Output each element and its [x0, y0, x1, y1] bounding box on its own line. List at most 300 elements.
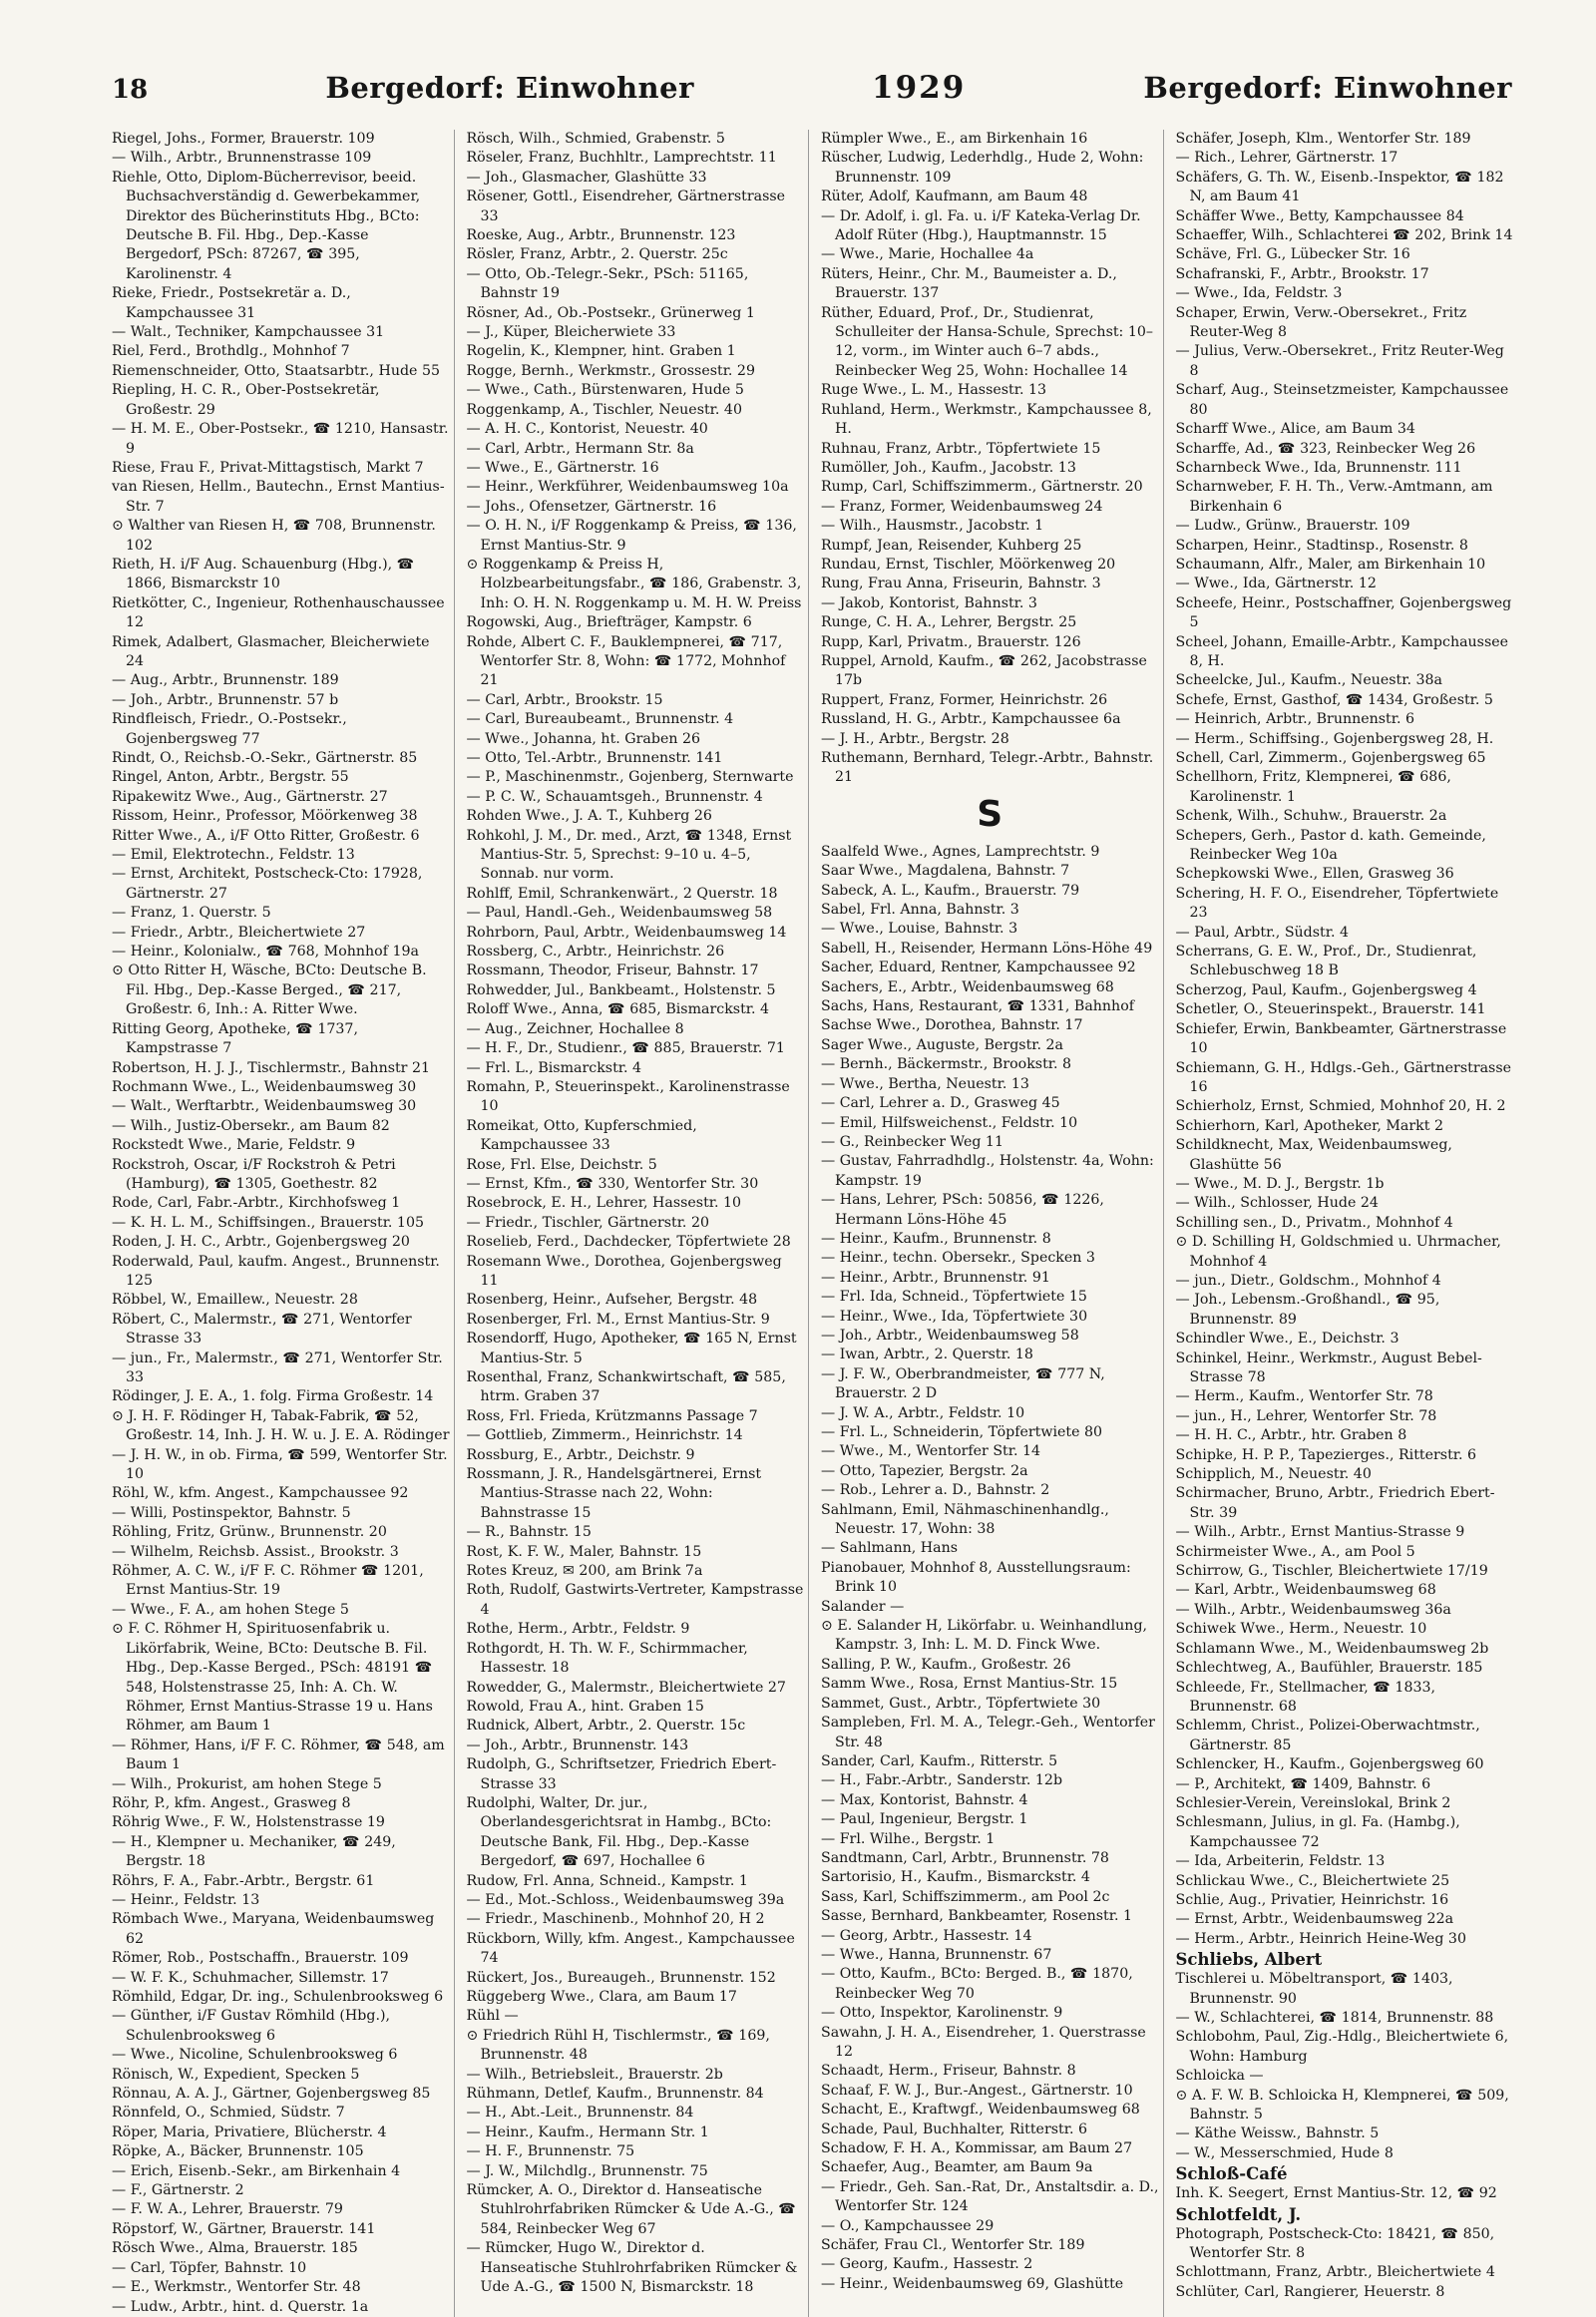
- directory-entry: — Heinr., Kaufm., Brunnenstr. 8: [821, 1230, 1051, 1247]
- directory-entry: ⊙ J. H. F. Rödinger H, Tabak-Fabrik, ☎ 52, Großestr. 14, Inh. J. H. W. u. J. E. A. Rödinger: [112, 1407, 450, 1444]
- directory-entry: — F. W. A., Lehrer, Brauerstr. 79: [112, 2201, 343, 2218]
- directory-entry: Samm Wwe., Rosa, Ernst Mantius-Str. 15: [821, 1676, 1118, 1693]
- directory-entry: — Emil, Elektrotechn., Feldstr. 13: [112, 847, 355, 864]
- directory-entry: Roden, J. H. C., Arbtr., Gojenbergsweg 20: [112, 1234, 410, 1251]
- directory-entry: Sabel, Frl. Anna, Bahnstr. 3: [821, 902, 1019, 919]
- directory-entry: Riel, Ferd., Brothdlg., Mohnhof 7: [112, 343, 350, 360]
- directory-entry: Photograph, Postscheck-Cto: 18421, ☎ 850, Wentorfer Str. 8: [1175, 2225, 1495, 2262]
- directory-entry: Schildknecht, Max, Weidenbaumsweg, Glashütte 56: [1175, 1137, 1452, 1173]
- directory-entry: Röpke, A., Bäcker, Brunnenstr. 105: [112, 2143, 364, 2160]
- directory-entry: Rockstedt Wwe., Marie, Feldstr. 9: [112, 1137, 356, 1154]
- directory-entry: Roth, Rudolf, Gastwirts-Vertreter, Kampstrasse 4: [466, 1582, 804, 1618]
- directory-entry: Riegel, Johs., Former, Brauerstr. 109: [112, 131, 375, 147]
- directory-entry: ⊙ E. Salander H, Likörfabr. u. Weinhandlung, Kampstr. 3, Inh: L. M. D. Finck Wwe.: [821, 1618, 1148, 1654]
- directory-entry: — Franz, Former, Weidenbaumsweg 24: [821, 498, 1103, 515]
- directory-entry: Rönnfeld, O., Schmied, Südstr. 7: [112, 2105, 345, 2122]
- directory-entry: — Max, Kontorist, Bahnstr. 4: [821, 1791, 1028, 1808]
- directory-entry: Schäfers, G. Th. W., Eisenb.-Inspektor, ☎ 182 N, am Baum 41: [1175, 169, 1504, 205]
- directory-entry: Ripakewitz Wwe., Aug., Gärtnerstr. 27: [112, 788, 388, 805]
- directory-entry: Ruthemann, Bernhard, Telegr.-Arbtr., Bahnstr. 21: [821, 750, 1154, 786]
- directory-entry: van Riesen, Hellm., Bautechn., Ernst Mantius-Str. 7: [112, 479, 445, 515]
- directory-entry: — Rich., Lehrer, Gärtnerstr. 17: [1175, 150, 1398, 167]
- directory-entry: Ruppel, Arnold, Kaufm., ☎ 262, Jacobstrasse 17b: [821, 652, 1147, 689]
- directory-entry: — Wilh., Prokurist, am hohen Stege 5: [112, 1775, 382, 1792]
- directory-entry: Schenk, Wilh., Schuhw., Brauerstr. 2a: [1175, 808, 1447, 825]
- directory-entry: Schlüter, Carl, Rangierer, Heuerstr. 8: [1175, 2283, 1445, 2300]
- directory-entry: — Carl, Lehrer a. D., Grasweg 45: [821, 1095, 1060, 1112]
- directory-entry: — jun., Fr., Malermstr., ☎ 271, Wentorfer Str. 33: [112, 1350, 443, 1385]
- directory-entry: — Ida, Arbeiterin, Feldstr. 13: [1175, 1853, 1386, 1870]
- directory-entry: Rossmann, J. R., Handelsgärtnerei, Ernst Mantius-Strasse nach 22, Wohn: Bahnstrasse 15: [466, 1466, 762, 1521]
- directory-entry: — O. H. N., i/F Roggenkamp & Preiss, ☎ 136, Ernst Mantius-Str. 9: [466, 518, 797, 554]
- directory-entry: — Carl, Bureaubeamt., Brunnenstr. 4: [466, 711, 734, 728]
- directory-entry: Schlencker, H., Kaufm., Gojenbergsweg 60: [1175, 1756, 1484, 1773]
- directory-entry: — Wwe., M. D. J., Bergstr. 1b: [1175, 1175, 1385, 1192]
- directory-entry: Schlesier-Verein, Vereinslokal, Brink 2: [1175, 1794, 1451, 1811]
- directory-entry: — Joh., Lebensm.-Großhandl., ☎ 95, Brunnenstr. 89: [1175, 1292, 1440, 1328]
- directory-entry: — Otto, Ob.-Telegr.-Sekr., PSch: 51165, Bahnstr 19: [466, 265, 749, 302]
- directory-entry: Rohwedder, Jul., Bankbeamt., Holstenstr. 5: [466, 981, 776, 998]
- directory-entry: Riese, Frau F., Privat-Mittagstisch, Markt 7: [112, 459, 424, 476]
- running-title-right: Bergedorf: Einwohner: [1143, 71, 1512, 105]
- directory-entry: Schering, H. F. O., Eisendreher, Töpfertwiete 23: [1175, 885, 1499, 922]
- directory-entry: Schlemm, Christ., Polizei-Oberwachtmstr., Gärtnerstr. 85: [1175, 1718, 1480, 1753]
- directory-entry: Rüscher, Ludwig, Lederhdlg., Hude 2, Wohn: Brunnenstr. 109: [821, 150, 1144, 186]
- directory-entry: Rossburg, E., Arbtr., Deichstr. 9: [466, 1446, 695, 1463]
- directory-entry: Rothgordt, H. Th. W. F., Schirmmacher, Hassestr. 18: [466, 1640, 748, 1677]
- directory-entry: Schirmeister Wwe., A., am Pool 5: [1175, 1543, 1415, 1560]
- directory-entry: — jun., H., Lehrer, Wentorfer Str. 78: [1175, 1407, 1437, 1424]
- directory-entry: Inh. K. Seegert, Ernst Mantius-Str. 12, ☎ 92: [1175, 2185, 1497, 2202]
- directory-entry: — Herm., Arbtr., Heinrich Heine-Weg 30: [1175, 1930, 1466, 1947]
- directory-entry: — Joh., Arbtr., Weidenbaumsweg 58: [821, 1327, 1079, 1344]
- directory-entry: Scheel, Johann, Emaille-Arbtr., Kampchaussee 8, H.: [1175, 633, 1509, 669]
- column-4: [1176, 130, 1519, 2317]
- directory-entry: Schleede, Fr., Stellmacher, ☎ 1833, Brunnenstr. 68: [1175, 1679, 1436, 1715]
- running-title-left: Bergedorf: Einwohner: [325, 71, 694, 105]
- directory-entry: — Wilh., Justiz-Obersekr., am Baum 82: [112, 1117, 390, 1134]
- directory-entry: Scheefe, Heinr., Postschaffner, Gojenbergsweg 5: [1175, 594, 1512, 631]
- directory-entry: — Frl. Wilhe., Bergstr. 1: [821, 1830, 996, 1847]
- directory-entry: — Wilh., Arbtr., Ernst Mantius-Strasse 9: [1175, 1524, 1465, 1541]
- directory-entry: — Wwe., Cath., Bürstenwaren, Hude 5: [466, 382, 744, 399]
- directory-entry: — Wwe., Ida, Feldstr. 3: [1175, 285, 1343, 302]
- directory-entry-highlight: Schliebs, Albert: [1175, 1950, 1323, 1970]
- directory-entry: Schinkel, Heinr., Werkmstr., August Bebel-Strasse 78: [1175, 1350, 1482, 1385]
- directory-entry: — Herm., Schiffsing., Gojenbergsweg 28, H.: [1175, 730, 1494, 747]
- directory-entry: Rückert, Jos., Bureaugeh., Brunnenstr. 152: [466, 1969, 776, 1986]
- directory-entry: — Sahlmann, Hans: [821, 1540, 959, 1557]
- directory-entry: Salander —: [821, 1598, 905, 1615]
- directory-entry: Ruppert, Franz, Former, Heinrichstr. 26: [821, 691, 1108, 708]
- directory-entry: — Heinr., techn. Obersekr., Specken 3: [821, 1250, 1095, 1267]
- directory-entry: Sacher, Eduard, Rentner, Kampchaussee 92: [821, 960, 1136, 976]
- directory-entry: ⊙ F. C. Röhmer H, Spirituosenfabrik u. Likörfabrik, Weine, BCto: Deutsche B. Fil. Hbg., Dep.-Kasse Berged., PSch: 48191 ☎ 548, Holstenstrasse 25, Inh: A. Ch. W. Röhmer, Ernst Mantius-Strasse 19 u. Hans Röhmer, am Baum 1: [112, 1621, 433, 1735]
- directory-entry: Rudolph, G., Schriftsetzer, Friedrich Ebert-Strasse 33: [466, 1756, 777, 1792]
- directory-entry: Scherrans, G. E. W., Prof., Dr., Studienrat, Schlebuschweg 18 B: [1175, 944, 1477, 979]
- directory-entry: — Otto, Kaufm., BCto: Berged. B., ☎ 1870, Reinbecker Weg 70: [821, 1966, 1133, 2002]
- directory-entry: — Wilh., Betriebsleit., Brauerstr. 2b: [466, 2066, 723, 2083]
- directory-entry: Rietkötter, C., Ingenieur, Rothenhauschaussee 12: [112, 594, 445, 631]
- directory-entry: Röper, Maria, Privatiere, Blücherstr. 4: [112, 2124, 387, 2140]
- directory-entry: — Otto, Tel.-Arbtr., Brunnenstr. 141: [466, 750, 723, 766]
- directory-entry: — Carl, Töpfer, Bahnstr. 10: [112, 2259, 307, 2276]
- page-number: 18: [112, 75, 149, 105]
- directory-entry: Rieth, H. i/F Aug. Schauenburg (Hbg.), ☎ 1866, Bismarckstr 10: [112, 556, 415, 592]
- directory-entry: — Rümcker, Hugo W., Direktor d. Hanseatische Stuhlrohrfabriken Rümcker & Ude A.-G., ☎ 1500 N, Bismarckstr. 18: [466, 2240, 798, 2296]
- directory-entry: — Walt., Techniker, Kampchaussee 31: [112, 324, 385, 341]
- directory-entry: — Käthe Weissw., Bahnstr. 5: [1175, 2125, 1380, 2142]
- directory-entry: — Georg, Kaufm., Hassestr. 2: [821, 2256, 1033, 2273]
- directory-entry: Sager Wwe., Auguste, Bergstr. 2a: [821, 1036, 1063, 1053]
- directory-entry: — Friedr., Tischler, Gärtnerstr. 20: [466, 1214, 709, 1231]
- directory-entry: Schlickau Wwe., C., Bleichertwiete 25: [1175, 1872, 1450, 1889]
- column-1: [112, 130, 455, 2317]
- directory-entry: Scharnweber, F. H. Th., Verw.-Amtmann, am Birkenhain 6: [1175, 479, 1493, 515]
- directory-entry: Rohrborn, Paul, Arbtr., Weidenbaumsweg 14: [466, 924, 787, 941]
- directory-entry: Sabell, H., Reisender, Hermann Löns-Höhe 49: [821, 940, 1153, 957]
- directory-entry: Scherzog, Paul, Kaufm., Gojenbergsweg 4: [1175, 981, 1477, 998]
- directory-entry: Rode, Carl, Fabr.-Arbtr., Kirchhofsweg 1: [112, 1195, 401, 1212]
- directory-entry: Ruhland, Herm., Werkmstr., Kampchaussee 8, H.: [821, 401, 1152, 438]
- directory-entry: Schierholz, Ernst, Schmied, Mohnhof 20, H. 2: [1175, 1098, 1506, 1115]
- directory-entry: Rösner, Ad., Ob.-Postsekr., Grünerweg 1: [466, 304, 755, 321]
- directory-entry: Röhmer, A. C. W., i/F F. C. Röhmer ☎ 1201, Ernst Mantius-Str. 19: [112, 1563, 424, 1599]
- directory-entry: — Wwe., M., Wentorfer Str. 14: [821, 1443, 1041, 1460]
- directory-entry: — Wwe., Johanna, ht. Graben 26: [466, 730, 701, 747]
- directory-entry: — Heinrich, Arbtr., Brunnenstr. 6: [1175, 711, 1415, 728]
- directory-entry: Roeske, Aug., Arbtr., Brunnenstr. 123: [466, 227, 736, 244]
- directory-entry: — Heinr., Wwe., Ida, Töpfertwiete 30: [821, 1308, 1088, 1325]
- directory-entry: — Wilhelm, Reichsb. Assist., Brookstr. 3: [112, 1543, 399, 1560]
- year: 1929: [872, 70, 967, 106]
- directory-entry: — Iwan, Arbtr., 2. Querstr. 18: [821, 1347, 1033, 1363]
- directory-entry: — K. H. L. M., Schiffsingen., Brauerstr. 105: [112, 1214, 425, 1231]
- directory-entry: — Gustav, Fahrradhdlg., Holstenstr. 4a, Wohn: Kampstr. 19: [821, 1153, 1154, 1189]
- directory-entry-highlight: Schloß-Café: [1175, 2164, 1288, 2184]
- directory-entry: Romeikat, Otto, Kupferschmied, Kampchaussee 33: [466, 1117, 697, 1154]
- directory-entry: Ritting Georg, Apotheke, ☎ 1737, Kampstrasse 7: [112, 1020, 358, 1057]
- directory-entry: — Ernst, Architekt, Postscheck-Cto: 17928, Gärtnerstr. 27: [112, 866, 423, 902]
- directory-entry: — jun., Dietr., Goldschm., Mohnhof 4: [1175, 1272, 1441, 1289]
- directory-entry: Röhl, W., kfm. Angest., Kampchaussee 92: [112, 1485, 409, 1502]
- directory-entry: Riemenschneider, Otto, Staatsarbtr., Hude 55: [112, 362, 440, 379]
- directory-entry: — E., Werkmstr., Wentorfer Str. 48: [112, 2279, 361, 2296]
- directory-entry: Sass, Karl, Schiffszimmerm., am Pool 2c: [821, 1888, 1110, 1905]
- directory-entry: — Heinr., Arbtr., Brunnenstr. 91: [821, 1269, 1050, 1286]
- directory-entry: Römbach Wwe., Maryana, Weidenbaumsweg 62: [112, 1911, 435, 1947]
- directory-entry: — P., Maschinenmstr., Gojenberg, Sternwarte: [466, 769, 794, 786]
- directory-entry: Rissom, Heinr., Professor, Möörkenweg 38: [112, 808, 418, 825]
- directory-entry: Rühl —: [466, 2008, 519, 2025]
- directory-entry: Rothe, Herm., Arbtr., Feldstr. 9: [466, 1621, 690, 1638]
- directory-entry: Sahlmann, Emil, Nähmaschinenhandlg., Neuestr. 17, Wohn: 38: [821, 1501, 1109, 1538]
- directory-entry: — Dr. Adolf, i. gl. Fa. u. i/F Kateka-Verlag Dr. Adolf Rüter (Hbg.), Hauptmannstr. 15: [821, 207, 1141, 244]
- directory-entry: Rump, Carl, Schiffszimmerm., Gärtnerstr. 20: [821, 479, 1143, 496]
- directory-entry: — Wwe., Nicoline, Schulenbrooksweg 6: [112, 2047, 398, 2064]
- directory-entry: — Wwe., Bertha, Neuestr. 13: [821, 1075, 1029, 1092]
- directory-entry: Schlie, Aug., Privatier, Heinrichstr. 16: [1175, 1891, 1449, 1908]
- directory-entry: Sachse Wwe., Dorothea, Bahnstr. 17: [821, 1017, 1083, 1034]
- directory-entry: — F., Gärtnerstr. 2: [112, 2182, 244, 2199]
- directory-entry: Sandtmann, Carl, Arbtr., Brunnenstr. 78: [821, 1849, 1109, 1866]
- directory-entry: — Joh., Arbtr., Brunnenstr. 143: [466, 1737, 689, 1753]
- directory-entry: Rudnick, Albert, Arbtr., 2. Querstr. 15c: [466, 1718, 746, 1735]
- directory-entry: — Wwe., Marie, Hochallee 4a: [821, 246, 1034, 263]
- directory-entry: Roderwald, Paul, kaufm. Angest., Brunnenstr. 125: [112, 1253, 440, 1289]
- directory-entry: Rotes Kreuz, ✉ 200, am Brink 7a: [466, 1563, 703, 1580]
- directory-entry: Rohlff, Emil, Schrankenwärt., 2 Querstr. 18: [466, 885, 778, 902]
- directory-entry: Rudolphi, Walter, Dr. jur., Oberlandesgerichtsrat in Hambg., BCto: Deutsche Bank, Fil. Hbg., Dep.-Kasse Bergedorf, ☎ 697, Hochallee 6: [466, 1794, 772, 1870]
- directory-entry: Schetler, O., Steuerinspekt., Brauerstr. 141: [1175, 1001, 1486, 1018]
- directory-entry: Schlamann Wwe., M., Weidenbaumsweg 2b: [1175, 1640, 1489, 1657]
- directory-entry: Rühmann, Detlef, Kaufm., Brunnenstr. 84: [466, 2086, 764, 2103]
- directory-entry: — Willi, Postinspektor, Bahnstr. 5: [112, 1504, 351, 1521]
- directory-entry: — Hans, Lehrer, PSch: 50856, ☎ 1226, Hermann Löns-Höhe 45: [821, 1192, 1104, 1228]
- directory-entry: — O., Kampchaussee 29: [821, 2217, 995, 2234]
- directory-entry: — Joh., Arbtr., Brunnenstr. 57 b: [112, 691, 339, 708]
- directory-entry: Schaper, Erwin, Verw.-Obersekret., Fritz Reuter-Weg 8: [1175, 304, 1467, 341]
- directory-entry: Röhr, P., kfm. Angest., Grasweg 8: [112, 1794, 351, 1811]
- directory-entry: — J. H. W., in ob. Firma, ☎ 599, Wentorfer Str. 10: [112, 1446, 448, 1483]
- directory-entry: — Erich, Eisenb.-Sekr., am Birkenhain 4: [112, 2162, 401, 2179]
- directory-entry: Röhrig Wwe., F. W., Holstenstrasse 19: [112, 1814, 385, 1831]
- directory-entry: Schaefer, Aug., Beamter, am Baum 9a: [821, 2159, 1093, 2176]
- directory-entry: Rosendorff, Hugo, Apotheker, ☎ 165 N, Ernst Mantius-Str. 5: [466, 1331, 797, 1366]
- directory-entry: Rogge, Bernh., Werkmstr., Grossestr. 29: [466, 362, 755, 379]
- directory-entry: Schellhorn, Fritz, Klempnerei, ☎ 686, Karolinenstr. 1: [1175, 769, 1451, 805]
- directory-entry: Rosebrock, E. H., Lehrer, Hassestr. 10: [466, 1195, 742, 1212]
- directory-entry: — P., Architekt, ☎ 1409, Bahnstr. 6: [1175, 1775, 1431, 1792]
- directory-entry: Runge, C. H. A., Lehrer, Bergstr. 25: [821, 614, 1077, 631]
- directory-entry: Schaadt, Herm., Friseur, Bahnstr. 8: [821, 2063, 1076, 2080]
- directory-entry: Röhrs, F. A., Fabr.-Arbtr., Bergstr. 61: [112, 1872, 375, 1889]
- directory-entry: Sander, Carl, Kaufm., Ritterstr. 5: [821, 1752, 1058, 1769]
- directory-entry: Scharpen, Heinr., Stadtinsp., Rosenstr. 8: [1175, 537, 1468, 554]
- directory-entry: Rosenberger, Frl. M., Ernst Mantius-Str. 9: [466, 1311, 770, 1328]
- directory-entry: — Röhmer, Hans, i/F F. C. Röhmer, ☎ 548, am Baum 1: [112, 1737, 445, 1773]
- directory-entry: ⊙ Friedrich Rühl H, Tischlermstr., ☎ 169, Brunnenstr. 48: [466, 2027, 770, 2064]
- directory-entry: — Friedr., Maschinenb., Mohnhof 20, H 2: [466, 1911, 765, 1928]
- directory-entry: — Ernst, Kfm., ☎ 330, Wentorfer Str. 30: [466, 1175, 759, 1192]
- directory-entry: — Aug., Arbtr., Brunnenstr. 189: [112, 672, 339, 689]
- directory-entry: Schaeffer, Wilh., Schlachterei ☎ 202, Brink 14: [1175, 227, 1513, 244]
- directory-entry: — Heinr., Weidenbaumsweg 69, Glashütte: [821, 2275, 1124, 2292]
- directory-entry: Rümcker, A. O., Direktor d. Hanseatische Stuhlrohrfabriken Rümcker & Ude A.-G., ☎ 584, Reinbecker Weg 67: [466, 2182, 796, 2237]
- directory-entry: Rösch Wwe., Alma, Brauerstr. 185: [112, 2240, 358, 2257]
- directory-entry: — Wwe., Hanna, Brunnenstr. 67: [821, 1946, 1052, 1963]
- directory-entry: Rose, Frl. Else, Deichstr. 5: [466, 1156, 657, 1173]
- directory-entry: Schaumann, Alfr., Maler, am Birkenhain 10: [1175, 556, 1486, 573]
- directory-entry: Rosenthal, Franz, Schankwirtschaft, ☎ 585, htrm. Graben 37: [466, 1369, 786, 1405]
- directory-entry: — Bernh., Bäckermstr., Brookstr. 8: [821, 1056, 1072, 1073]
- directory-entry: Riepling, H. C. R., Ober-Postsekretär, Großestr. 29: [112, 382, 380, 418]
- directory-entry: Scharff Wwe., Alice, am Baum 34: [1175, 421, 1415, 438]
- directory-entry: Rung, Frau Anna, Friseurin, Bahnstr. 3: [821, 576, 1101, 592]
- directory-entry: — H., Fabr.-Arbtr., Sanderstr. 12b: [821, 1772, 1063, 1789]
- directory-entry: Rumöller, Joh., Kaufm., Jacobstr. 13: [821, 459, 1076, 476]
- directory-entry: — Paul, Ingenieur, Bergstr. 1: [821, 1811, 1028, 1828]
- directory-entry: Schefe, Ernst, Gasthof, ☎ 1434, Großestr. 5: [1175, 691, 1493, 708]
- directory-entry: Russland, H. G., Arbtr., Kampchaussee 6a: [821, 711, 1121, 728]
- directory-entry: — Wwe., E., Gärtnerstr. 16: [466, 459, 659, 476]
- directory-entry: Sammet, Gust., Arbtr., Töpfertwiete 30: [821, 1695, 1101, 1712]
- directory-entry: ⊙ Walther van Riesen H, ☎ 708, Brunnenstr. 102: [112, 518, 436, 554]
- directory-entry: Schlobohm, Paul, Zig.-Hdlg., Bleichertwiete 6, Wohn: Hamburg: [1175, 2029, 1509, 2065]
- directory-entry-highlight: Schlotfeldt, J.: [1175, 2204, 1302, 2224]
- directory-entry: — Wwe., Ida, Gärtnerstr. 12: [1175, 576, 1377, 592]
- directory-entry: Rönnau, A. A. J., Gärtner, Gojenbergsweg 85: [112, 2086, 431, 2103]
- directory-entry: Rockstroh, Oscar, i/F Rockstroh & Petri (Hamburg), ☎ 1305, Goethestr. 82: [112, 1156, 396, 1192]
- directory-entry: Schloicka —: [1175, 2068, 1264, 2085]
- directory-entry: — J., Küper, Bleicherwiete 33: [466, 324, 676, 341]
- directory-entry: — Paul, Handl.-Geh., Weidenbaumsweg 58: [466, 905, 773, 922]
- directory-entry: Röbert, C., Malermstr., ☎ 271, Wentorfer Strasse 33: [112, 1311, 412, 1348]
- directory-entry: Schäfer, Joseph, Klm., Wentorfer Str. 189: [1175, 131, 1471, 147]
- directory-entry: Sachs, Hans, Restaurant, ☎ 1331, Bahnhof: [821, 998, 1134, 1015]
- directory-entry: Schaaf, F. W. J., Bur.-Angest., Gärtnerstr. 10: [821, 2082, 1133, 2099]
- directory-entry: — Carl, Arbtr., Brookstr. 15: [466, 691, 663, 708]
- directory-entry: — Ludw., Grünw., Brauerstr. 109: [1175, 518, 1410, 535]
- directory-entry: Rüther, Eduard, Prof., Dr., Studienrat, Schulleiter der Hansa-Schule, Sprechst: 10–12, vorm., im Winter auch 6–7 abds., Reinbecker Weg 25, Wohn: Hochallee 14: [821, 304, 1153, 379]
- directory-entry: — Heinr., Kaufm., Hermann Str. 1: [466, 2124, 709, 2140]
- directory-entry: — H. F., Dr., Studienr., ☎ 885, Brauerstr. 71: [466, 1040, 785, 1057]
- directory-entry: Schäffer Wwe., Betty, Kampchaussee 84: [1175, 207, 1464, 224]
- directory-entry: — A. H. C., Kontorist, Neuestr. 40: [466, 421, 708, 438]
- directory-entry: Schell, Carl, Zimmerm., Gojenbergsweg 65: [1175, 750, 1486, 766]
- directory-entry: Schiwek Wwe., Herm., Neuestr. 10: [1175, 1621, 1427, 1638]
- directory-entry: Schierhorn, Karl, Apotheker, Markt 2: [1175, 1117, 1443, 1134]
- directory-entry: Scharnbeck Wwe., Ida, Brunnenstr. 111: [1175, 459, 1462, 476]
- directory-entry: Rindt, O., Reichsb.-O.-Sekr., Gärtnerstr. 85: [112, 750, 418, 766]
- directory-entry: Roggenkamp, A., Tischler, Neuestr. 40: [466, 401, 742, 418]
- directory-entry: ⊙ A. F. W. B. Schloicka H, Klempnerei, ☎ 509, Bahnstr. 5: [1175, 2087, 1509, 2124]
- directory-entry: — Otto, Tapezier, Bergstr. 2a: [821, 1462, 1028, 1479]
- directory-entry: Schirrow, G., Tischler, Bleichertwiete 17/19: [1175, 1563, 1488, 1580]
- directory-entry: Ringel, Anton, Arbtr., Bergstr. 55: [112, 769, 349, 786]
- directory-entry: Scharf, Aug., Steinsetzmeister, Kampchaussee 80: [1175, 382, 1509, 418]
- directory-entry: — Johs., Ofensetzer, Gärtnerstr. 16: [466, 498, 717, 515]
- directory-entry: — Karl, Arbtr., Weidenbaumsweg 68: [1175, 1582, 1436, 1599]
- directory-entry: Schacht, E., Kraftwgf., Weidenbaumsweg 68: [821, 2102, 1140, 2119]
- directory-entry: — Ernst, Arbtr., Weidenbaumsweg 22a: [1175, 1911, 1454, 1928]
- column-3: [821, 130, 1164, 2317]
- directory-entry: Schlesmann, Julius, in gl. Fa. (Hambg.), Kampchaussee 72: [1175, 1814, 1460, 1850]
- directory-entry: Rösener, Gottl., Eisendreher, Gärtnerstrasse 33: [466, 189, 786, 224]
- directory-entry: Röpstorf, W., Gärtner, Brauerstr. 141: [112, 2220, 376, 2237]
- directory-entry: — H. F., Brunnenstr. 75: [466, 2143, 635, 2160]
- directory-entry: Schilling sen., D., Privatm., Mohnhof 4: [1175, 1214, 1453, 1231]
- directory-entry: — Heinr., Kolonialw., ☎ 768, Mohnhof 19a: [112, 944, 419, 961]
- directory-entry: Rost, K. F. W., Maler, Bahnstr. 15: [466, 1543, 702, 1560]
- directory-entry: — Friedr., Geh. San.-Rat, Dr., Anstaltsdir. a. D., Wentorfer Str. 124: [821, 2178, 1159, 2215]
- directory-entry: Rumpf, Jean, Reisender, Kuhberg 25: [821, 537, 1082, 554]
- directory-entry: Schiefer, Erwin, Bankbeamter, Gärtnerstrasse 10: [1175, 1020, 1507, 1057]
- directory-entry: Ritter Wwe., A., i/F Otto Ritter, Großestr. 6: [112, 827, 420, 844]
- directory-entry: — Emil, Hilfsweichenst., Feldstr. 10: [821, 1114, 1078, 1131]
- directory-entry: Rümpler Wwe., E., am Birkenhain 16: [821, 131, 1088, 147]
- directory-entry: — Günther, i/F Gustav Römhild (Hbg.), Schulenbrooksweg 6: [112, 2008, 390, 2044]
- directory-entry: Schafranski, F., Arbtr., Brookstr. 17: [1175, 265, 1429, 282]
- directory-entry: — Rob., Lehrer a. D., Bahnstr. 2: [821, 1482, 1050, 1499]
- directory-entry: — Paul, Arbtr., Südstr. 4: [1175, 924, 1350, 941]
- directory-entry: — Franz, 1. Querstr. 5: [112, 905, 271, 922]
- directory-entry: — J. W. A., Arbtr., Feldstr. 10: [821, 1404, 1025, 1421]
- column-2: [467, 130, 810, 2317]
- directory-entry: Rohkohl, J. M., Dr. med., Arzt, ☎ 1348, Ernst Mantius-Str. 5, Sprechst: 9–10 u. 4–5, Sonnab. nur vorm.: [466, 827, 792, 883]
- directory-entry: — Ludw., Arbtr., hint. d. Querstr. 1a: [112, 2298, 369, 2315]
- directory-entry: — P. C. W., Schauamtsgeh., Brunnenstr. 4: [466, 788, 763, 805]
- directory-entry: Rudow, Frl. Anna, Schneid., Kampstr. 1: [466, 1872, 748, 1889]
- directory-entry: — Herm., Kaufm., Wentorfer Str. 78: [1175, 1388, 1433, 1405]
- directory-entry: Rönisch, W., Expedient, Specken 5: [112, 2066, 360, 2083]
- directory-entry: Rochmann Wwe., L., Weidenbaumsweg 30: [112, 1078, 417, 1095]
- directory-entry: Rüter, Adolf, Kaufmann, am Baum 48: [821, 189, 1088, 205]
- directory-entry: Schirmacher, Bruno, Arbtr., Friedrich Ebert-Str. 39: [1175, 1485, 1495, 1521]
- directory-entry: ⊙ Otto Ritter H, Wäsche, BCto: Deutsche B. Fil. Hbg., Dep.-Kasse Berged., ☎ 217, Großestr. 6, Inh.: A. Ritter Wwe.: [112, 963, 427, 1018]
- directory-entry: Rossberg, C., Arbtr., Heinrichstr. 26: [466, 944, 725, 961]
- directory-entry: — H. M. E., Ober-Postsekr., ☎ 1210, Hansastr. 9: [112, 421, 449, 457]
- directory-entry: — Wwe., Louise, Bahnstr. 3: [821, 921, 1018, 938]
- directory-entry: Schlottmann, Franz, Arbtr., Bleichertwiete 4: [1175, 2264, 1495, 2281]
- directory-entry: — Aug., Zeichner, Hochallee 8: [466, 1020, 684, 1037]
- directory-entry: Rimek, Adalbert, Glasmacher, Bleicherwiete 24: [112, 633, 430, 669]
- directory-entry: Ruhnau, Franz, Arbtr., Töpfertwiete 15: [821, 440, 1101, 457]
- directory-entry: Rowedder, G., Malermstr., Bleichertwiete 27: [466, 1679, 786, 1696]
- directory-entry: — Carl, Arbtr., Hermann Str. 8a: [466, 440, 694, 457]
- directory-entry: Scheelcke, Jul., Kaufm., Neuestr. 38a: [1175, 672, 1442, 689]
- directory-entry: Rosenberg, Heinr., Aufseher, Bergstr. 48: [466, 1292, 758, 1309]
- directory-entry: Rohden Wwe., J. A. T., Kuhberg 26: [466, 808, 712, 825]
- directory-entry: Scharffe, Ad., ☎ 323, Reinbecker Weg 26: [1175, 440, 1476, 457]
- directory-entry: Rohde, Albert C. F., Bauklempnerei, ☎ 717, Wentorfer Str. 8, Wohn: ☎ 1772, Mohnhof 21: [466, 633, 786, 689]
- directory-entry: — Ed., Mot.-Schloss., Weidenbaumsweg 39a: [466, 1891, 785, 1908]
- directory-entry: Rossmann, Theodor, Friseur, Bahnstr. 17: [466, 963, 759, 979]
- directory-entry: ⊙ Roggenkamp & Preiss H, Holzbearbeitungsfabr., ☎ 186, Grabenstr. 3, Inh: O. H. N. Roggenkamp u. M. H. W. Preiss: [466, 556, 802, 611]
- directory-entry: Rogelin, K., Klempner, hint. Graben 1: [466, 343, 736, 360]
- directory-entry: Rundau, Ernst, Tischler, Möörkenweg 20: [821, 556, 1116, 573]
- directory-entry: Röbbel, W., Emaillew., Neuestr. 28: [112, 1292, 358, 1309]
- directory-entry: — G., Reinbecker Weg 11: [821, 1133, 1003, 1150]
- directory-entry: — Frl. L., Schneiderin, Töpfertwiete 80: [821, 1424, 1103, 1440]
- directory-entry: Ross, Frl. Frieda, Krützmanns Passage 7: [466, 1407, 758, 1424]
- directory-entry: — Frl. Ida, Schneid., Töpfertwiete 15: [821, 1289, 1087, 1306]
- directory-entry: — W. F. K., Schuhmacher, Sillemstr. 17: [112, 1969, 389, 1986]
- directory-entry: — H. H. C., Arbtr., htr. Graben 8: [1175, 1427, 1407, 1444]
- directory-entry: Schipplich, M., Neuestr. 40: [1175, 1466, 1372, 1483]
- directory-entry: — Frl. L., Bismarckstr. 4: [466, 1059, 642, 1076]
- directory-entry: — Otto, Inspektor, Karolinenstr. 9: [821, 2005, 1063, 2022]
- directory-entry: Saar Wwe., Magdalena, Bahnstr. 7: [821, 863, 1070, 880]
- directory-entry: Tischlerei u. Möbeltransport, ☎ 1403, Brunnenstr. 90: [1175, 1971, 1453, 2007]
- directory-columns: [112, 130, 1518, 2315]
- directory-entry: Röhling, Fritz, Grünw., Brunnenstr. 20: [112, 1524, 387, 1541]
- directory-entry: ⊙ D. Schilling H, Goldschmied u. Uhrmacher, Mohnhof 4: [1175, 1234, 1501, 1270]
- directory-entry: Sasse, Bernhard, Bankbeamter, Rosenstr. 1: [821, 1908, 1133, 1925]
- directory-entry: Sartorisio, H., Kaufm., Bismarckstr. 4: [821, 1869, 1090, 1886]
- page-header: [112, 70, 1512, 110]
- directory-entry: Rindfleisch, Friedr., O.-Postsekr., Gojenbergsweg 77: [112, 711, 347, 747]
- directory-entry: Rüggeberg Wwe., Clara, am Baum 17: [466, 1989, 737, 2005]
- directory-entry: — Joh., Glasmacher, Glashütte 33: [466, 169, 707, 186]
- directory-entry: Schepers, Gerh., Pastor d. kath. Gemeinde, Reinbecker Weg 10a: [1175, 827, 1486, 864]
- directory-entry: Schiemann, G. H., Hdlgs.-Geh., Gärtnerstrasse 16: [1175, 1059, 1512, 1095]
- directory-entry: Schindler Wwe., E., Deichstr. 3: [1175, 1331, 1399, 1348]
- directory-entry: — J. H., Arbtr., Bergstr. 28: [821, 730, 1009, 747]
- directory-entry: — R., Bahnstr. 15: [466, 1524, 592, 1541]
- directory-entry: — Wilh., Hausmstr., Jacobstr. 1: [821, 518, 1044, 535]
- directory-entry: — Walt., Werftarbtr., Weidenbaumsweg 30: [112, 1098, 417, 1115]
